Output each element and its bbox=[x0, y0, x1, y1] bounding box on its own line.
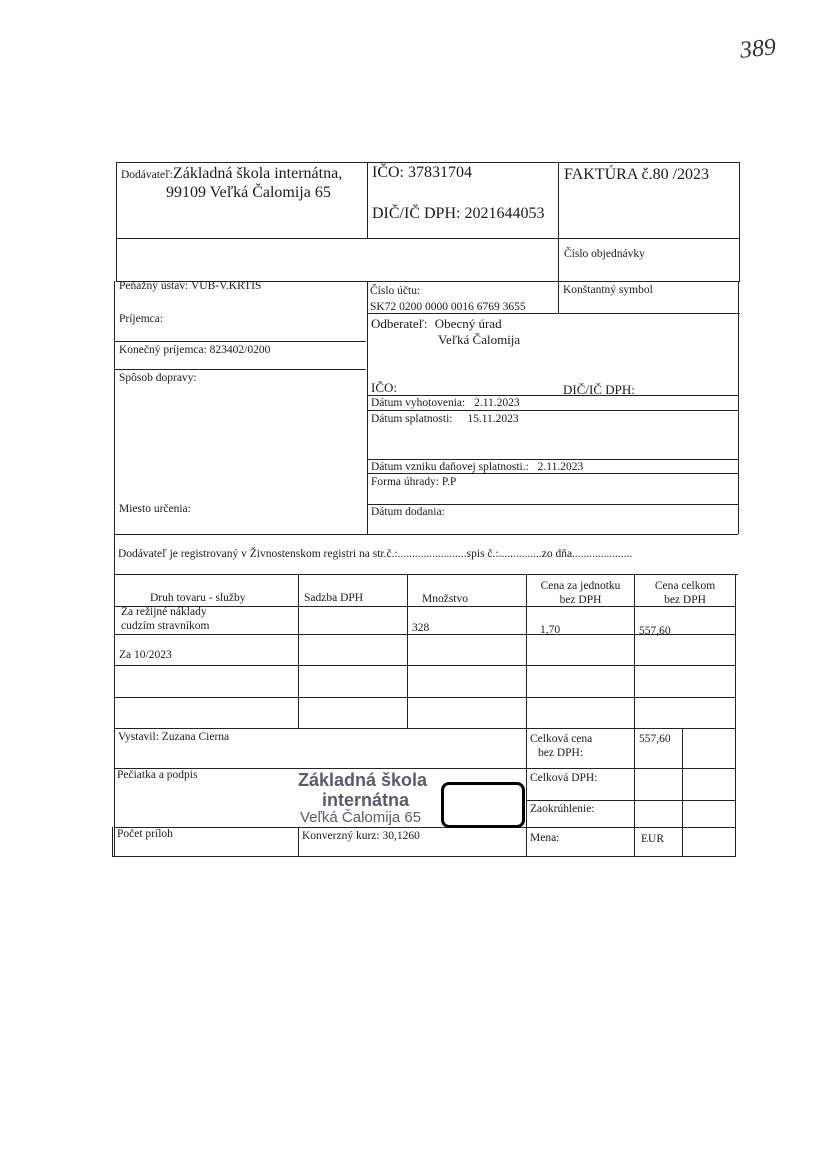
stamp-line2: internátna bbox=[322, 790, 410, 810]
customer-dic-label: DIČ/IČ DPH: bbox=[563, 382, 635, 397]
row1-quantity: 328 bbox=[412, 622, 430, 634]
customer-line1: Obecný úrad bbox=[434, 316, 502, 331]
customer-ico-label: IČO: bbox=[371, 380, 397, 395]
issue-date-value: 2.11.2023 bbox=[474, 397, 520, 409]
tax-date-label: Dátum vzniku daňovej splatnosti.: bbox=[371, 461, 529, 473]
account-number: SK72 0200 0000 0016 6769 3655 bbox=[370, 301, 526, 313]
final-recipient: Konečný príjemca: 823402/0200 bbox=[119, 344, 271, 356]
rounding-label: Zaokrúhlenie: bbox=[530, 803, 595, 815]
row1-unit-price: 1,70 bbox=[540, 624, 561, 636]
conversion-rate: Konverzný kurz: 30,1260 bbox=[302, 830, 420, 842]
row1-desc-line2: cudzím stravníkom bbox=[121, 620, 210, 632]
total-without-vat-label2: bez DPH: bbox=[538, 747, 584, 759]
currency-label: Mena: bbox=[530, 832, 560, 844]
redaction-box bbox=[441, 782, 525, 828]
col-header-total-1: Cena celkom bbox=[654, 580, 716, 592]
transport-label: Spôsob dopravy: bbox=[119, 372, 197, 384]
supplier-label: Dodávateľ: bbox=[121, 169, 173, 181]
col-header-quantity: Množstvo bbox=[422, 593, 468, 605]
currency-value: EUR bbox=[641, 833, 664, 845]
account-label: Číslo účtu: bbox=[370, 285, 421, 297]
issue-date-label: Dátum vyhotovenia: bbox=[371, 397, 466, 409]
total-without-vat-label1: Celková cena bbox=[530, 733, 593, 745]
registry-text: Dodávateľ je registrovaný v Živnostenskom registri na str.č.:........................spis č.:...............zo dňa..................... bbox=[118, 548, 633, 560]
recipient-label: Príjemca: bbox=[119, 313, 164, 325]
issued-by: Vystavil: Zuzana Cierna bbox=[118, 731, 230, 743]
supplier-ico: IČO: 37831704 bbox=[372, 164, 472, 181]
supplier-name-line1: Základná škola internátna, bbox=[172, 165, 343, 182]
stamp-line3: Veľká Čalomija 65 bbox=[300, 809, 422, 826]
invoice-title: FAKTÚRA č.80 /2023 bbox=[564, 166, 710, 183]
tax-date-value: 2.11.2023 bbox=[537, 461, 584, 473]
col-header-unit-price-1: Cena za jednotku bbox=[540, 580, 621, 592]
stamp-signature-label: Pečiatka a podpis bbox=[117, 769, 198, 781]
total-without-vat-value: 557,60 bbox=[639, 733, 671, 745]
order-number-label: Číslo objednávky bbox=[564, 248, 645, 260]
row1-desc-line1: Za režijné náklady bbox=[121, 606, 207, 618]
delivery-date-label: Dátum dodania: bbox=[371, 506, 445, 518]
row2-desc: Za 10/2023 bbox=[119, 649, 172, 661]
customer-label: Odberateľ: bbox=[371, 316, 428, 331]
bank-label: Peňažný ústav: VUB-V.KRTIS bbox=[119, 280, 262, 292]
due-date-value: 15.11.2023 bbox=[467, 413, 519, 425]
col-header-vat-rate: Sadzba DPH bbox=[304, 592, 364, 604]
supplier-name-line2: 99109 Veľká Čalomija 65 bbox=[166, 184, 331, 201]
payment-form: Forma úhrady: P.P bbox=[371, 476, 457, 488]
row1-total: 557,60 bbox=[639, 625, 671, 637]
col-header-total-2: bez DPH bbox=[664, 594, 706, 606]
col-header-item: Druh tovaru - služby bbox=[150, 592, 246, 604]
due-date-label: Dátum splatnosti: bbox=[371, 413, 453, 425]
constant-symbol-label: Konštantný symbol bbox=[563, 284, 653, 296]
stamp-line1: Základná škola bbox=[298, 770, 428, 790]
supplier-dic: DIČ/IČ DPH: 2021644053 bbox=[372, 205, 545, 222]
customer-line2: Veľká Čalomija bbox=[438, 332, 521, 347]
col-header-unit-price-2: bez DPH bbox=[559, 594, 602, 606]
destination-label: Miesto určenia: bbox=[119, 503, 191, 515]
attachments-label: Počet príloh bbox=[117, 828, 173, 840]
handwritten-page-number: 389 bbox=[738, 34, 778, 64]
total-vat-label: Celková DPH: bbox=[530, 772, 598, 784]
